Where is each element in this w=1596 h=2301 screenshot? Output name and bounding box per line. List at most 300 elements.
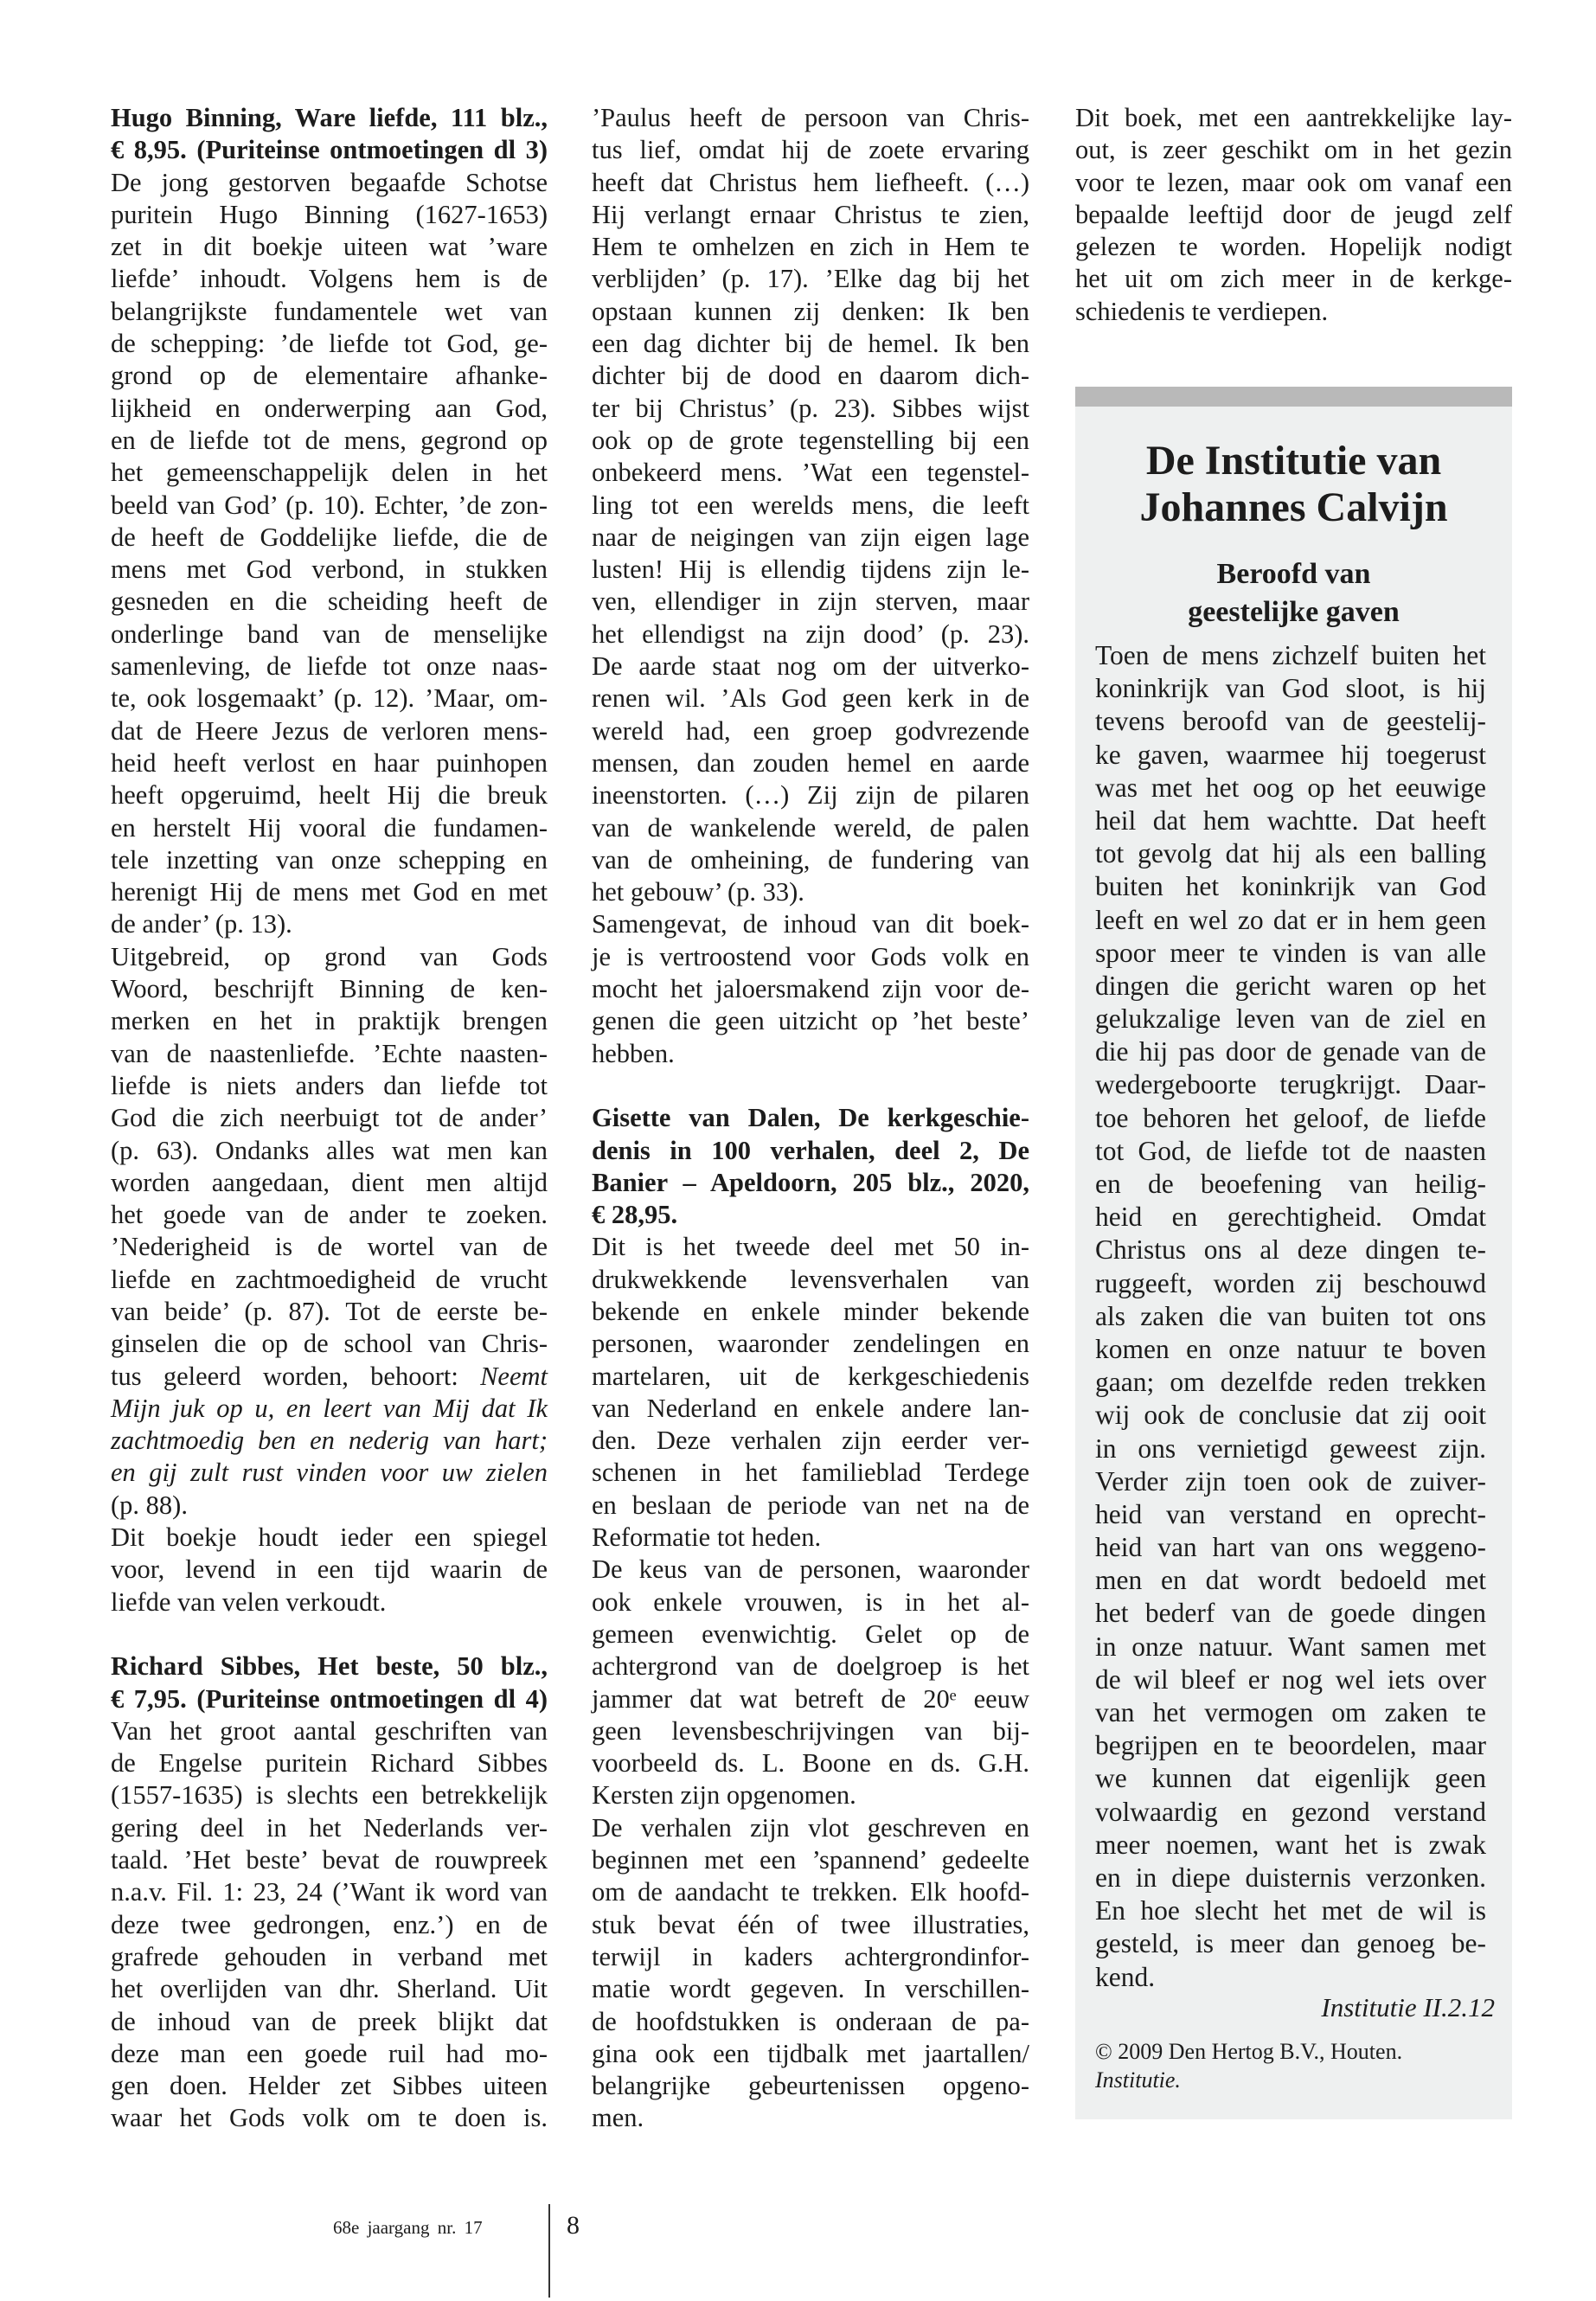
text-line xyxy=(111,1973,548,2005)
text-line xyxy=(1095,1564,1486,1597)
text-line xyxy=(592,102,1029,134)
text-line-content: waar het Gods volk om te doen is. xyxy=(111,2103,548,2133)
text-line xyxy=(1095,970,1486,1003)
text-line-content: beeld van God’ (p. 10). Echter, ’de zon- xyxy=(111,490,548,520)
text-line-content: in onze natuur. Want samen met xyxy=(1095,1631,1486,1662)
italic-text: Neemt xyxy=(480,1361,548,1391)
text-line-content: ’Paulus heeft de persoon van Chris- xyxy=(592,103,1029,132)
text-line-content: de hoofdstukken is onderaan de pa- xyxy=(592,2006,1029,2036)
sidebar-box-title xyxy=(1075,438,1512,531)
text-line-content: € 7,95. (Puriteinse ontmoetingen dl 4) xyxy=(111,1683,548,1714)
text-line-content: liefde’ inhoudt. Volgens hem is de xyxy=(111,264,548,294)
text-line-content: je is vertroostend voor Gods volk en xyxy=(592,941,1029,971)
text-line-content: liefde van velen verkoudt. xyxy=(111,1586,387,1617)
text-line-content: heid van verstand en oprecht- xyxy=(1095,1498,1486,1529)
text-line xyxy=(592,425,1029,457)
text-line-content: mocht het jaloersmakend zijn voor de- xyxy=(592,974,1029,1004)
text-line xyxy=(111,812,548,844)
text-line-content: belangrijke gebeurtenissen opgeno- xyxy=(592,2071,1029,2101)
text-line xyxy=(111,1844,548,1876)
text-line-content: ling tot een werelds mens, die leeft xyxy=(592,490,1029,520)
text-line xyxy=(1095,1168,1486,1201)
text-line-content: gesneden en die scheiding heeft de xyxy=(111,586,548,617)
text-line-content: Richard Sibbes, Het beste, 50 blz., xyxy=(111,1651,548,1682)
text-line xyxy=(592,1779,1029,1811)
text-line-content: wij ook de conclusie dat zij ooit xyxy=(1095,1400,1486,1431)
text-line xyxy=(111,1393,548,1425)
text-line xyxy=(111,1070,548,1102)
text-line xyxy=(1095,772,1486,804)
text-line-content: De keus van de personen, waaronder xyxy=(592,1554,1029,1585)
text-line-content: ook enkele vrouwen, is in het al- xyxy=(592,1586,1029,1617)
text-line xyxy=(1075,167,1512,199)
text-line-content: bepaalde leeftijd door de jeugd zelf xyxy=(1075,199,1512,229)
text-line-content: grond op de elementaire afhanke- xyxy=(111,361,548,391)
text-line-content: het bederf van de goede dingen xyxy=(1095,1598,1486,1629)
text-line-content: personen, waaronder zendelingen en xyxy=(592,1329,1029,1359)
text-line-content: ook op de grote tegenstelling bij een xyxy=(592,425,1029,455)
text-line-content: opstaan kunnen zij denken: Ik ben xyxy=(592,296,1029,326)
text-line xyxy=(592,651,1029,683)
text-line xyxy=(592,1747,1029,1779)
text-line xyxy=(111,1135,548,1167)
text-line xyxy=(111,263,548,295)
text-line-content: Reformatie tot heden. xyxy=(592,1522,822,1553)
text-line xyxy=(1095,804,1486,837)
text-line xyxy=(111,425,548,457)
text-line xyxy=(1095,904,1486,937)
text-line xyxy=(1095,1631,1486,1663)
text-line-content: Christus ons al deze dingen te- xyxy=(1095,1234,1486,1266)
text-line-content: de schepping: ’de liefde tot God, ge- xyxy=(111,329,548,359)
text-line xyxy=(1095,1663,1486,1696)
text-line-content: voorbeeld ds. L. Boone en ds. G.H. xyxy=(592,1748,1029,1779)
text-line xyxy=(1095,639,1486,672)
text-line xyxy=(111,1102,548,1134)
text-line xyxy=(592,393,1029,425)
text-line xyxy=(111,779,548,811)
text-line-content: matie wordt gegeven. In verschillen- xyxy=(592,1974,1029,2004)
text-line xyxy=(1095,1696,1486,1729)
text-line-content: voor, levend in een tijd waarin de xyxy=(111,1554,548,1585)
sidebar-subtitle-line: geestelijke gaven xyxy=(1188,596,1400,628)
text-line-content: dingen die gericht waren op het xyxy=(1095,970,1486,1001)
text-line xyxy=(592,1296,1029,1328)
text-line xyxy=(111,1876,548,1908)
text-line xyxy=(111,1812,548,1844)
text-line xyxy=(1095,1433,1486,1465)
text-line-content: (p. 63). Ondanks alles wat men kan xyxy=(111,1135,548,1165)
text-line xyxy=(592,1650,1029,1682)
text-line xyxy=(592,619,1029,651)
text-line-content: van beide’ (p. 87). Tot de eerste be- xyxy=(111,1296,548,1326)
text-line xyxy=(111,1425,548,1457)
text-line xyxy=(592,231,1029,263)
text-line-content: beginnen met een ’spannend’ gedeelte xyxy=(592,1845,1029,1875)
text-line xyxy=(1095,1927,1486,1960)
text-line xyxy=(592,1361,1029,1393)
text-line-content: € 8,95. (Puriteinse ontmoetingen dl 3) xyxy=(111,135,548,165)
text-line xyxy=(1095,1729,1486,1762)
text-line-content: deze man een goede ruil had mo- xyxy=(111,2038,548,2068)
text-line xyxy=(592,1425,1029,1457)
text-line xyxy=(111,1522,548,1554)
sidebar-subtitle-line: Beroofd van xyxy=(1216,558,1371,590)
text-line-content: het ellendigst na zijn dood’ (p. 23). xyxy=(592,619,1029,649)
text-line-content: tus lief, omdat hij de zoete ervaring xyxy=(592,135,1029,165)
text-line-content: en in diepe duisternis verzonken. xyxy=(1095,1862,1486,1893)
text-line-content: van de omheining, de fundering van xyxy=(592,844,1029,875)
text-line-content: gering deel in het Nederlands ver- xyxy=(111,1812,548,1843)
text-line-content: het goede van de ander te zoeken. xyxy=(111,1200,548,1230)
text-line-content: de heeft de Goddelijke liefde, die de xyxy=(111,522,548,552)
text-line xyxy=(592,1586,1029,1618)
review-heading-line xyxy=(111,1650,548,1682)
text-line xyxy=(592,1844,1029,1876)
text-line-content: het gemeenschappelijk delen in het xyxy=(111,458,548,488)
text-line-content: dichter bij de dood en daarom dich- xyxy=(592,361,1029,391)
text-line xyxy=(111,393,548,425)
text-line-content: kend. xyxy=(1095,1961,1156,1992)
text-line xyxy=(1095,705,1486,738)
text-line-content: Dit boekje houdt ieder een spiegel xyxy=(111,1522,548,1553)
text-line xyxy=(592,457,1029,489)
text-line-content: Hugo Binning, Ware liefde, 111 blz., xyxy=(111,103,548,132)
text-line xyxy=(111,844,548,876)
text-line xyxy=(592,167,1029,199)
text-line xyxy=(111,2038,548,2070)
text-line-content: toe behoren het geloof, de liefde xyxy=(1095,1102,1486,1133)
text-line xyxy=(111,1747,548,1779)
text-line xyxy=(592,1328,1029,1360)
sidebar-title-line: De Institutie van xyxy=(1145,438,1442,484)
text-line-content: men. xyxy=(592,2103,644,2133)
text-line xyxy=(111,1909,548,1941)
sidebar-citation: Institutie II.2.12 xyxy=(1321,1992,1495,2022)
text-line xyxy=(592,747,1029,779)
text-line-content: worden aangedaan, dient men altijd xyxy=(111,1167,548,1197)
sidebar-box-subtitle xyxy=(1075,555,1512,631)
text-line-content: en herstelt Hij vooral die fundamen- xyxy=(111,812,548,843)
text-line-content: denis in 100 verhalen, deel 2, De xyxy=(592,1135,1029,1165)
text-line xyxy=(1095,1961,1486,1994)
text-line-content: drukwekkende levensverhalen van xyxy=(592,1264,1029,1294)
text-line-content: liefde en zachtmoedigheid de vrucht xyxy=(111,1264,548,1294)
text-line-content: geen levensbeschrijvingen van bij- xyxy=(592,1715,1029,1746)
text-line xyxy=(592,1005,1029,1037)
text-line-content: ineenstorten. (…) Zij zijn de pilaren xyxy=(592,780,1029,811)
text-line-content: de wil bleef er nog wel iets over xyxy=(1095,1663,1486,1695)
text-line-content: gina ook een tijdbalk met jaartallen/ xyxy=(592,2038,1029,2068)
text-line-content: samenleving, de liefde tot onze naas- xyxy=(111,651,548,682)
text-line-content: in ons vernietigd geweest zijn. xyxy=(1095,1433,1486,1464)
text-line-content: Banier – Apeldoorn, 205 blz., 2020, xyxy=(592,1167,1029,1197)
text-line-content: € 28,95. xyxy=(592,1200,678,1230)
text-line-content: mensen, dan zouden hemel en aarde xyxy=(592,747,1029,778)
text-line xyxy=(592,1038,1029,1070)
text-line-content: grafrede gehouden in verband met xyxy=(111,1941,548,1971)
text-line-content: wedergeboorte terugkrijgt. Daar- xyxy=(1095,1069,1486,1100)
text-line xyxy=(592,2070,1029,2102)
text-line xyxy=(1075,199,1512,231)
text-line-content: men en dat wordt bedoeld met xyxy=(1095,1565,1486,1596)
text-line-content: Van het groot aantal geschriften van xyxy=(111,1715,548,1746)
sidebar-copyright xyxy=(1095,2037,1402,2094)
text-line-content: (p. 88). xyxy=(111,1490,188,1520)
text-line xyxy=(111,490,548,522)
text-line xyxy=(592,1715,1029,1747)
text-line-content: het overlijden van dhr. Sherland. Uit xyxy=(111,1974,548,2004)
text-line-content: stuk bevat één of twee illustraties, xyxy=(592,1909,1029,1939)
text-line xyxy=(592,683,1029,715)
text-line-content: meer noemen, want het is zwak xyxy=(1095,1829,1486,1860)
text-line xyxy=(111,1457,548,1489)
text-line xyxy=(111,1941,548,1973)
text-line xyxy=(592,296,1029,328)
text-line-content: gaan; om dezelfde reden trekken xyxy=(1095,1367,1486,1398)
text-line-content: heil dat hem wachtte. Dat heeft xyxy=(1095,804,1486,836)
text-line-content: tus geleerd worden, behoort: xyxy=(111,1361,481,1391)
text-line xyxy=(592,2102,1029,2134)
text-line xyxy=(1095,1399,1486,1432)
text-line-content: heid en gerechtigheid. Omdat xyxy=(1095,1202,1486,1233)
sidebar-title-line: Johannes Calvijn xyxy=(1139,484,1448,530)
text-line xyxy=(592,844,1029,876)
text-line xyxy=(1095,1597,1486,1630)
copyright-text: © 2009 Den Hertog B.V., Houten. xyxy=(1095,2039,1403,2064)
text-line-content: de Engelse puritein Richard Sibbes xyxy=(111,1748,548,1779)
calvin-institutes-sidebar-box xyxy=(1075,387,1512,2119)
text-line-content: van het vermogen om zaken te xyxy=(1095,1697,1486,1727)
text-line-content: zachtmoedig ben en nederig van hart; xyxy=(111,1426,548,1456)
text-line-content: lijkheid en onderwerping aan God, xyxy=(111,393,548,423)
text-line-content: bekende en enkele minder bekende xyxy=(592,1296,1029,1326)
sidebar-box-body xyxy=(1095,639,1486,1994)
text-line xyxy=(111,1554,548,1586)
review-heading-line xyxy=(111,1683,548,1715)
text-line xyxy=(592,328,1029,360)
text-line xyxy=(111,2102,548,2134)
text-line-content: leeft en wel zo dat er in hem geen xyxy=(1095,904,1486,935)
text-line xyxy=(1075,231,1512,263)
text-line xyxy=(111,683,548,715)
text-line-content: schiedenis te verdiepen. xyxy=(1075,296,1329,326)
text-line-content: van Nederland en enkele andere lan- xyxy=(592,1393,1029,1423)
text-line xyxy=(1095,1366,1486,1399)
footer-issue-info: 68e jaargang nr. 17 xyxy=(333,2217,483,2238)
text-line-content: Uitgebreid, op grond van Gods xyxy=(111,941,548,971)
text-line-content: tot gevolg dat hij als een balling xyxy=(1095,838,1486,869)
text-line xyxy=(111,1586,548,1618)
text-line-content: volwaardig en gezond verstand xyxy=(1095,1796,1486,1827)
text-line xyxy=(111,167,548,199)
text-line xyxy=(111,973,548,1005)
text-line-content: als zaken die van buiten tot ons xyxy=(1095,1300,1486,1331)
text-line xyxy=(592,522,1029,554)
text-line-content: om de aandacht te trekken. Elk hoofd- xyxy=(592,1877,1029,1907)
text-line xyxy=(111,1328,548,1360)
text-line xyxy=(592,1618,1029,1650)
text-line xyxy=(592,1264,1029,1296)
text-line xyxy=(1075,263,1512,295)
text-line xyxy=(1095,672,1486,705)
text-line xyxy=(111,941,548,973)
text-line xyxy=(111,1715,548,1747)
text-line-content: gemeen evenwichtig. Gelet op de xyxy=(592,1618,1029,1649)
text-line xyxy=(1095,1201,1486,1234)
review-heading-line xyxy=(111,134,548,166)
text-line xyxy=(1095,1234,1486,1266)
text-line xyxy=(592,586,1029,618)
text-line xyxy=(1095,1829,1486,1862)
text-line xyxy=(592,263,1029,295)
text-line-content: Woord, beschrijft Binning de ken- xyxy=(111,974,548,1004)
column-2 xyxy=(592,102,1029,2135)
review-heading-line xyxy=(592,1167,1029,1199)
text-line-content: belangrijkste fundamentele wet van xyxy=(111,296,548,326)
text-line-content: dat de Heere Jezus de verloren mens- xyxy=(111,715,548,746)
text-line xyxy=(1075,102,1512,134)
text-line xyxy=(1075,296,1512,328)
text-line-content: voor te lezen, maar ook om vanaf een xyxy=(1075,167,1512,197)
text-line-content: achtergrond van de doelgroep is het xyxy=(592,1651,1029,1682)
text-line xyxy=(111,328,548,360)
text-line xyxy=(1095,1465,1486,1498)
text-line-content: zet in dit boekje uiteen wat ’ware xyxy=(111,232,548,262)
text-line-content: tevens beroofd van de geestelij- xyxy=(1095,706,1486,737)
text-line xyxy=(1095,1796,1486,1829)
text-line-content: het gebouw’ (p. 33). xyxy=(592,877,804,907)
text-line xyxy=(1095,870,1486,903)
text-line-content: liefde is niets anders dan liefde tot xyxy=(111,1070,548,1100)
text-line xyxy=(111,586,548,618)
review-heading-line xyxy=(592,1102,1029,1134)
text-line xyxy=(111,1005,548,1037)
paragraph-spacer xyxy=(111,1618,548,1650)
text-line-content: buiten het koninkrijk van God xyxy=(1095,871,1486,902)
text-line xyxy=(111,715,548,747)
text-line xyxy=(111,747,548,779)
text-line-content: taald. ’Het beste’ bevat de rouwpreek xyxy=(111,1845,548,1875)
text-line-content: Toen de mens zichzelf buiten het xyxy=(1095,640,1486,670)
text-line-content: mens met God verbond, in stukken xyxy=(111,554,548,585)
text-line xyxy=(111,619,548,651)
text-line-content: gelukzalige leven van de ziel en xyxy=(1095,1003,1486,1035)
text-line-content: Verder zijn toen ook de zuiver- xyxy=(1095,1465,1486,1497)
text-line xyxy=(592,1876,1029,1908)
text-line xyxy=(111,457,548,489)
text-line xyxy=(592,199,1029,231)
text-line-content: Hem te omhelzen en zich in Hem te xyxy=(592,232,1029,262)
text-line xyxy=(592,876,1029,908)
text-line-content: naar de neigingen van zijn eigen lage xyxy=(592,522,1029,552)
text-line-content: spoor meer te vinden is van alle xyxy=(1095,937,1486,968)
text-line-content: martelaren, uit de kerkgeschiedenis xyxy=(592,1361,1029,1391)
text-line xyxy=(1095,1762,1486,1795)
text-line-content: was met het oog op het eeuwige xyxy=(1095,772,1486,803)
text-line-content: Samengevat, de inhoud van dit boek- xyxy=(592,909,1029,939)
text-line xyxy=(592,715,1029,747)
column-3 xyxy=(1075,102,1512,328)
text-line-content: het uit om zich meer in de kerkge- xyxy=(1075,264,1512,294)
copyright-work: Institutie. xyxy=(1095,2067,1181,2093)
text-line-content: en de beoefening van heilig- xyxy=(1095,1169,1486,1199)
text-line xyxy=(111,1199,548,1231)
text-line xyxy=(1095,1894,1486,1927)
text-line-content: een dag dichter bij de hemel. Ik ben xyxy=(592,329,1029,359)
text-line xyxy=(111,1779,548,1811)
text-line xyxy=(111,1490,548,1522)
text-line xyxy=(592,812,1029,844)
text-line-content: Dit is het tweede deel met 50 in- xyxy=(592,1232,1029,1262)
text-line xyxy=(111,1361,548,1393)
text-line-content: Dit boek, met een aantrekkelijke lay- xyxy=(1075,103,1512,132)
text-line-content: onderlinge band van de menselijke xyxy=(111,619,548,649)
text-line-content: merken en het in praktijk brengen xyxy=(111,1006,548,1036)
text-line xyxy=(592,1554,1029,1586)
text-line-content: van de wankelende wereld, de palen xyxy=(592,812,1029,843)
footer-divider xyxy=(548,2204,550,2298)
text-line xyxy=(1095,1135,1486,1168)
text-line-content: de ander’ (p. 13). xyxy=(111,909,292,939)
text-line xyxy=(592,554,1029,586)
text-line xyxy=(1095,1035,1486,1068)
text-line-content: deze twee gedrongen, enz.’) en de xyxy=(111,1909,548,1939)
text-line-content: verblijden’ (p. 17). ’Elke dag bij het xyxy=(592,264,1029,294)
text-line-content: ke gaven, waarmee hij toegerust xyxy=(1095,739,1486,770)
text-line-content: De verhalen zijn vlot geschreven en xyxy=(592,1812,1029,1843)
text-line-content: gelezen te worden. Hopelijk nodigt xyxy=(1075,232,1512,262)
text-line xyxy=(592,360,1029,392)
text-line-content: schenen in het familieblad Terdege xyxy=(592,1458,1029,1488)
paragraph-spacer xyxy=(592,1070,1029,1102)
text-line-content: de inhoud van de preek blijkt dat xyxy=(111,2006,548,2036)
text-line xyxy=(1095,1003,1486,1035)
text-line-content: heid van hart van ons weggeno- xyxy=(1095,1532,1486,1563)
text-line-content: en gij zult rust vinden voor uw zielen xyxy=(111,1458,548,1488)
text-line xyxy=(592,1231,1029,1263)
review-heading-line xyxy=(592,1199,1029,1231)
text-line xyxy=(592,779,1029,811)
text-line-content: ginselen die op de school van Chris- xyxy=(111,1329,548,1359)
text-line xyxy=(1095,739,1486,772)
text-line xyxy=(111,651,548,683)
text-line-content: lusten! Hij is ellendig tijdens zijn le- xyxy=(592,554,1029,585)
text-line-content: ruggeeft, worden zij beschouwd xyxy=(1095,1267,1486,1298)
text-line xyxy=(111,1038,548,1070)
text-line xyxy=(1095,1102,1486,1135)
text-line xyxy=(592,1973,1029,2005)
text-line-content: De aarde staat nog om der uitverko- xyxy=(592,651,1029,682)
text-line xyxy=(592,2006,1029,2038)
text-line xyxy=(111,199,548,231)
text-line xyxy=(111,522,548,554)
text-line-content: genen die geen uitzicht op ’het beste’ xyxy=(592,1006,1029,1036)
sidebar-box-top-bar xyxy=(1075,387,1512,407)
text-line-content: tele inzetting van onze schepping en xyxy=(111,844,548,875)
text-line xyxy=(592,2038,1029,2070)
text-line xyxy=(592,1522,1029,1554)
text-line-content: hebben. xyxy=(592,1038,675,1068)
text-line-content: heeft opgeruimd, heelt Hij die breuk xyxy=(111,780,548,811)
text-line-content: God die zich neerbuigt tot de ander’ xyxy=(111,1103,548,1133)
text-line-content: n.a.v. Fil. 1: 23, 24 (’Want ik word van xyxy=(111,1877,548,1907)
review-heading-line xyxy=(111,102,548,134)
text-line-content: te, ook losgemaakt’ (p. 12). ’Maar, om- xyxy=(111,683,548,714)
text-line-content: ’Nederigheid is de wortel van de xyxy=(111,1232,548,1262)
text-line-content: Mijn juk op u, en leert van Mij dat Ik xyxy=(111,1393,548,1423)
text-line-content: Hij verlangt ernaar Christus te zien, xyxy=(592,199,1029,229)
